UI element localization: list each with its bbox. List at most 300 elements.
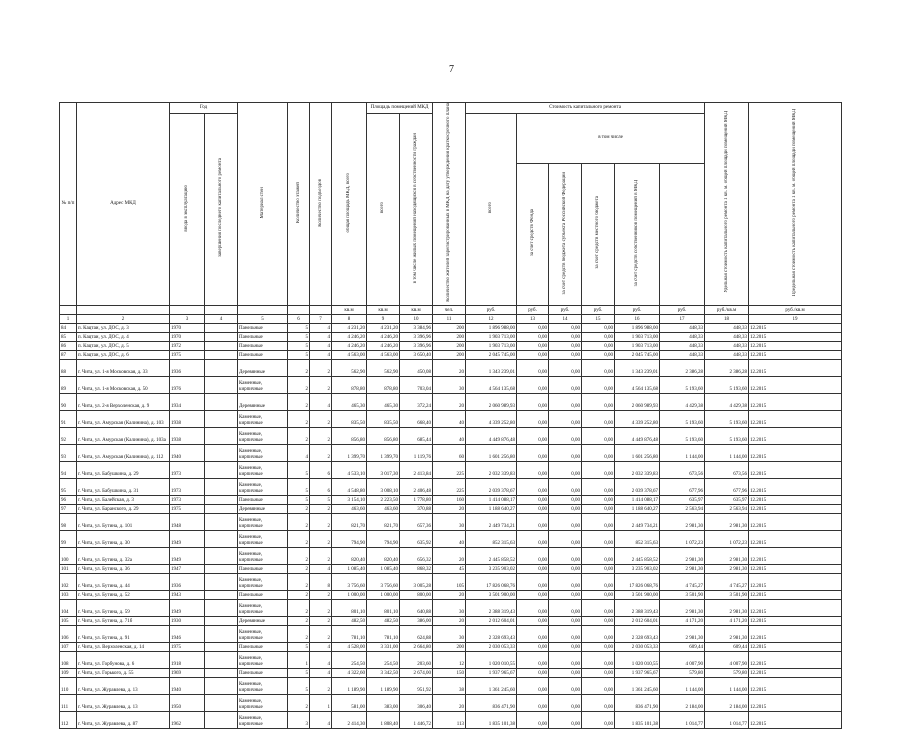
cell-entrances: 8 <box>310 573 332 590</box>
cell-total-area: 4 533,10 <box>332 461 367 478</box>
cell-address: г. Чита, ул. 1-я Московская, д. 50 <box>77 376 170 393</box>
cell-specific-cost: 2 981,30 <box>660 625 705 642</box>
cell-cost-fund: 0,00 <box>517 461 549 478</box>
cell-total-area: 4 246,20 <box>332 332 367 341</box>
cell-wall-material: Деревянные <box>238 504 288 513</box>
col-cost-owners-header: за счет средств собственников помещений в МКД <box>615 163 660 305</box>
cell-cost-total: 2 328 693,43 <box>466 625 517 642</box>
cell-premises-area: 856,80 <box>367 427 400 444</box>
cell-year-last-repair <box>205 461 238 478</box>
cell-cost-fund: 0,00 <box>517 677 549 694</box>
cell-year-last-repair <box>205 564 238 573</box>
cell-cost-owners: 1 343 239,01 <box>615 359 660 376</box>
cell-year-last-repair <box>205 599 238 616</box>
cell-floors: 2 <box>288 573 310 590</box>
cell-row-number: 91 <box>60 410 77 427</box>
cell-completion-date: 12.2015 <box>749 590 842 599</box>
cell-year-last-repair <box>205 573 238 590</box>
cell-cost-total: 2 449 734,21 <box>466 513 517 530</box>
cell-year-commission: 1936 <box>170 359 205 376</box>
cell-residents: 225 <box>433 478 466 495</box>
cell-completion-date: 12.2015 <box>749 677 842 694</box>
cell-entrances: 4 <box>310 332 332 341</box>
capital-repair-table <box>59 102 842 729</box>
cell-cost-subject: 0,00 <box>549 376 582 393</box>
cell-cost-total: 4 449 876,48 <box>466 427 517 444</box>
cell-cost-fund: 0,00 <box>517 547 549 564</box>
cell-year-commission: 1949 <box>170 530 205 547</box>
col-cost-header: Стоимость капитального ремонта <box>466 103 705 114</box>
cell-residential-area: 370,88 <box>400 504 433 513</box>
cell-floors: 2 <box>288 359 310 376</box>
cell-total-area: 4 246,20 <box>332 341 367 350</box>
cell-residents: 40 <box>433 427 466 444</box>
cell-limit-cost: 1 072,23 <box>705 530 749 547</box>
cell-cost-total: 1 937 965,67 <box>466 668 517 677</box>
cell-limit-cost: 3 501,90 <box>705 590 749 599</box>
cell-address: г. Чита, ул. Верхоленская, д. 14 <box>77 642 170 651</box>
cell-cost-total: 2 012 604,01 <box>466 616 517 625</box>
cell-entrances: 2 <box>310 410 332 427</box>
cell-floors: 2 <box>288 427 310 444</box>
cell-cost-subject: 0,00 <box>549 350 582 359</box>
cell-cost-local: 0,00 <box>582 677 615 694</box>
cell-completion-date: 12.2015 <box>749 495 842 504</box>
cell-address: г. Чита, ул. Балейская, д. 3 <box>77 495 170 504</box>
col-n-header: № п/п <box>60 103 77 306</box>
cell-year-commission: 1936 <box>170 573 205 590</box>
cell-completion-date: 12.2015 <box>749 359 842 376</box>
cell-wall-material: Панельные <box>238 564 288 573</box>
table-row <box>60 478 842 495</box>
table-row <box>60 410 842 427</box>
cell-year-commission: 1948 <box>170 513 205 530</box>
cell-entrances: 4 <box>310 642 332 651</box>
cell-address: г. Чита, ул. Бутина, д. 59 <box>77 599 170 616</box>
cell-address: г. Чита, ул. Амурская (Калинина), д. 112 <box>77 444 170 461</box>
cell-limit-cost: 579,80 <box>705 668 749 677</box>
cell-cost-local: 0,00 <box>582 668 615 677</box>
cell-completion-date: 12.2015 <box>749 323 842 332</box>
cell-limit-cost: 2 981,30 <box>705 564 749 573</box>
cell-wall-material: Панельные <box>238 341 288 350</box>
cell-year-commission: 1949 <box>170 599 205 616</box>
cell-cost-local: 0,00 <box>582 410 615 427</box>
cell-cost-local: 0,00 <box>582 711 615 728</box>
cell-floors: 2 <box>288 599 310 616</box>
cell-specific-cost: 2 563,94 <box>660 504 705 513</box>
cell-wall-material: Деревянные <box>238 393 288 410</box>
cell-floors: 5 <box>288 341 310 350</box>
col-residents-header: Количество жителей зарегистрированных в МКД на дату утверждения краткосрочного плана <box>433 103 466 306</box>
cell-residents: 40 <box>433 530 466 547</box>
cell-year-commission: 1940 <box>170 444 205 461</box>
cell-row-number: 90 <box>60 393 77 410</box>
cell-premises-area: 1 808,40 <box>367 711 400 728</box>
cell-address: г. Чита, ул. Бабушкина, д. 29 <box>77 461 170 478</box>
cell-year-last-repair <box>205 513 238 530</box>
col-area-res-header: в том числе жилых помещений находящихся в собственности граждан <box>400 114 433 306</box>
cell-limit-cost: 4 007,90 <box>705 651 749 668</box>
cell-cost-total: 17 826 068,76 <box>466 573 517 590</box>
cell-cost-owners: 3 501 900,00 <box>615 590 660 599</box>
cell-cost-subject: 0,00 <box>549 651 582 668</box>
cell-specific-cost: 4 171,20 <box>660 616 705 625</box>
cell-completion-date: 12.2015 <box>749 547 842 564</box>
cell-cost-subject: 0,00 <box>549 530 582 547</box>
cell-cost-subject: 0,00 <box>549 504 582 513</box>
cell-total-area: 4 563,00 <box>332 350 367 359</box>
cell-entrances: 2 <box>310 590 332 599</box>
cell-premises-area: 463,60 <box>367 504 400 513</box>
cell-completion-date: 12.2015 <box>749 427 842 444</box>
cell-row-number: 106 <box>60 625 77 642</box>
cell-cost-local: 0,00 <box>582 513 615 530</box>
cell-address: г. Чита, ул. Журавлева, д. 13 <box>77 694 170 711</box>
cell-row-number: 103 <box>60 590 77 599</box>
cell-cost-fund: 0,00 <box>517 323 549 332</box>
cell-address: г. Чита, ул. Журавлева, д. 13 <box>77 677 170 694</box>
cell-specific-cost: 2 981,30 <box>660 564 705 573</box>
cell-cost-owners: 2 445 858,52 <box>615 547 660 564</box>
cell-address: г. Чита, ул. 1-я Московская, д. 33 <box>77 359 170 376</box>
cell-row-number: 98 <box>60 513 77 530</box>
cell-cost-total: 3 501 900,00 <box>466 590 517 599</box>
cell-residents: 105 <box>433 573 466 590</box>
table-row <box>60 359 842 376</box>
cell-total-area: 3 154,10 <box>332 495 367 504</box>
cell-residents: 20 <box>433 393 466 410</box>
cell-residents: 30 <box>433 625 466 642</box>
cell-year-last-repair <box>205 530 238 547</box>
cell-cost-local: 0,00 <box>582 359 615 376</box>
cell-total-area: 482,50 <box>332 616 367 625</box>
table-row <box>60 599 842 616</box>
cell-address: г. Чита, ул. Горбунова, д. 6 <box>77 651 170 668</box>
cell-total-area: 794,90 <box>332 530 367 547</box>
cell-cost-fund: 0,00 <box>517 590 549 599</box>
cell-limit-cost: 2 563,94 <box>705 504 749 513</box>
cell-cost-local: 0,00 <box>582 573 615 590</box>
header-row-1 <box>60 103 842 114</box>
cell-floors: 5 <box>288 668 310 677</box>
cell-specific-cost: 609,44 <box>660 642 705 651</box>
cell-wall-material: Деревянные <box>238 616 288 625</box>
cell-cost-owners: 2 328 693,43 <box>615 625 660 642</box>
cell-premises-area: 562,90 <box>367 359 400 376</box>
cell-cost-local: 0,00 <box>582 694 615 711</box>
cell-cost-total: 852 315,63 <box>466 530 517 547</box>
cell-cost-local: 0,00 <box>582 616 615 625</box>
cell-wall-material: Панельные <box>238 323 288 332</box>
cell-cost-local: 0,00 <box>582 495 615 504</box>
cell-limit-cost: 673,56 <box>705 461 749 478</box>
cell-wall-material: Каменные, кирпичные <box>238 694 288 711</box>
cell-completion-date: 12.2015 <box>749 341 842 350</box>
cell-premises-area: 1 000,00 <box>367 590 400 599</box>
cell-cost-total: 1 903 713,00 <box>466 332 517 341</box>
cell-entrances: 2 <box>310 616 332 625</box>
cell-cost-subject: 0,00 <box>549 668 582 677</box>
cell-cost-fund: 0,00 <box>517 495 549 504</box>
cell-residents: 30 <box>433 599 466 616</box>
cell-cost-fund: 0,00 <box>517 504 549 513</box>
cell-residential-area: 3 005,28 <box>400 573 433 590</box>
cell-premises-area: 3 331,00 <box>367 642 400 651</box>
cell-premises-area: 835,50 <box>367 410 400 427</box>
cell-premises-area: 821,70 <box>367 513 400 530</box>
cell-cost-fund: 0,00 <box>517 668 549 677</box>
cell-cost-local: 0,00 <box>582 599 615 616</box>
cell-cost-fund: 0,00 <box>517 376 549 393</box>
cell-limit-cost: 5 193,60 <box>705 427 749 444</box>
cell-residential-area: 372,24 <box>400 393 433 410</box>
cell-cost-local: 0,00 <box>582 642 615 651</box>
cell-entrances: 4 <box>310 341 332 350</box>
cell-year-last-repair <box>205 616 238 625</box>
cell-cost-owners: 4 449 876,48 <box>615 427 660 444</box>
cell-cost-fund: 0,00 <box>517 642 549 651</box>
cell-cost-total: 836 471,90 <box>466 694 517 711</box>
cell-year-commission: 1947 <box>170 564 205 573</box>
cell-year-last-repair <box>205 427 238 444</box>
cell-specific-cost: 1 072,23 <box>660 530 705 547</box>
cell-residential-area: 800,00 <box>400 590 433 599</box>
cell-cost-fund: 0,00 <box>517 564 549 573</box>
cell-wall-material: Каменные, кирпичные <box>238 677 288 694</box>
cell-cost-subject: 0,00 <box>549 495 582 504</box>
cell-cost-local: 0,00 <box>582 478 615 495</box>
cell-limit-cost: 4 745,27 <box>705 573 749 590</box>
cell-total-area: 4 231,20 <box>332 323 367 332</box>
cell-residential-area: 1 119,76 <box>400 444 433 461</box>
cell-address: г. Чита, ул. 2-я Верхоленская, д. 9 <box>77 393 170 410</box>
cell-specific-cost: 4 429,38 <box>660 393 705 410</box>
cell-entrances: 2 <box>310 513 332 530</box>
cell-cost-subject: 0,00 <box>549 444 582 461</box>
cell-entrances: 2 <box>310 547 332 564</box>
cell-cost-subject: 0,00 <box>549 461 582 478</box>
cell-cost-local: 0,00 <box>582 341 615 350</box>
cell-premises-area: 4 246,20 <box>367 341 400 350</box>
cell-year-commission: 1976 <box>170 376 205 393</box>
cell-row-number: 89 <box>60 376 77 393</box>
cell-row-number: 110 <box>60 677 77 694</box>
cell-cost-local: 0,00 <box>582 530 615 547</box>
cell-total-area: 463,60 <box>332 504 367 513</box>
column-numbers-row: 1 2 3 4 5 6 7 8 9 10 11 12 13 14 15 16 17 18 19 <box>60 314 842 323</box>
cell-residents: 20 <box>433 504 466 513</box>
cell-total-area: 1 189,90 <box>332 677 367 694</box>
cell-year-last-repair <box>205 590 238 599</box>
cell-entrances: 6 <box>310 478 332 495</box>
col-entrances-header: Количество подъездов <box>310 103 332 306</box>
table-row <box>60 504 842 513</box>
cell-specific-cost: 2 981,30 <box>660 547 705 564</box>
cell-address: г. Чита, ул. Бутина, д. 101 <box>77 513 170 530</box>
cell-entrances: 2 <box>310 444 332 461</box>
cell-year-last-repair <box>205 376 238 393</box>
cell-limit-cost: 1 144,00 <box>705 444 749 461</box>
table-row <box>60 668 842 677</box>
cell-year-commission: 1970 <box>170 323 205 332</box>
cell-total-area: 835,50 <box>332 410 367 427</box>
cell-year-last-repair <box>205 651 238 668</box>
cell-row-number: 109 <box>60 668 77 677</box>
cell-floors: 5 <box>288 323 310 332</box>
cell-residential-area: 2 664,80 <box>400 642 433 651</box>
col-floors-header: Количество этажей <box>288 103 310 306</box>
cell-cost-local: 0,00 <box>582 444 615 461</box>
cell-entrances: 2 <box>310 376 332 393</box>
cell-residents: 20 <box>433 616 466 625</box>
table-row <box>60 651 842 668</box>
cell-residents: 12 <box>433 651 466 668</box>
cell-cost-fund: 0,00 <box>517 616 549 625</box>
cell-limit-cost: 448,33 <box>705 323 749 332</box>
col-cost-subject-header: за счет средств бюджета субъекта Российской Федерации <box>549 163 582 305</box>
cell-residential-area: 640,88 <box>400 599 433 616</box>
cell-total-area: 781,10 <box>332 625 367 642</box>
cell-completion-date: 12.2015 <box>749 332 842 341</box>
cell-year-last-repair <box>205 393 238 410</box>
cell-completion-date: 12.2015 <box>749 694 842 711</box>
cell-limit-cost: 677,96 <box>705 478 749 495</box>
cell-premises-area: 482,50 <box>367 616 400 625</box>
cell-cost-fund: 0,00 <box>517 513 549 530</box>
cell-cost-owners: 2 060 989,93 <box>615 393 660 410</box>
table-row <box>60 323 842 332</box>
cell-residents: 113 <box>433 711 466 728</box>
cell-cost-local: 0,00 <box>582 590 615 599</box>
table-row <box>60 564 842 573</box>
cell-residents: 200 <box>433 642 466 651</box>
cell-completion-date: 12.2015 <box>749 410 842 427</box>
cell-year-last-repair <box>205 694 238 711</box>
cell-entrances: 2 <box>310 504 332 513</box>
cell-row-number: 108 <box>60 651 77 668</box>
cell-premises-area: 3 017,30 <box>367 461 400 478</box>
cell-floors: 2 <box>288 530 310 547</box>
cell-address: г. Чита, ул. Бутина, д. 44 <box>77 573 170 590</box>
cell-residential-area: 703,04 <box>400 376 433 393</box>
cell-residents: 150 <box>433 668 466 677</box>
cell-cost-subject: 0,00 <box>549 359 582 376</box>
cell-floors: 5 <box>288 495 310 504</box>
cell-cost-total: 3 235 903,02 <box>466 564 517 573</box>
cell-cost-fund: 0,00 <box>517 599 549 616</box>
cell-entrances: 4 <box>310 711 332 728</box>
cell-limit-cost: 2 981,30 <box>705 599 749 616</box>
table-row <box>60 642 842 651</box>
cell-row-number: 96 <box>60 495 77 504</box>
col-cost-fund-header: за счет средств Фонда <box>517 163 549 305</box>
cell-year-commission: 1975 <box>170 504 205 513</box>
cell-cost-local: 0,00 <box>582 427 615 444</box>
cell-wall-material: Каменные, кирпичные <box>238 444 288 461</box>
cell-wall-material: Панельные <box>238 668 288 677</box>
cell-wall-material: Каменные, кирпичные <box>238 427 288 444</box>
cell-total-area: 4 528,00 <box>332 642 367 651</box>
col-incl-header: в том числе <box>517 114 705 164</box>
cell-year-commission: 1975 <box>170 642 205 651</box>
cell-residents: 60 <box>433 444 466 461</box>
cell-residential-area: 2 413,84 <box>400 461 433 478</box>
cell-completion-date: 12.2015 <box>749 651 842 668</box>
cell-specific-cost: 5 193,60 <box>660 427 705 444</box>
cell-entrances: 6 <box>310 461 332 478</box>
cell-residential-area: 635,92 <box>400 530 433 547</box>
cell-completion-date: 12.2015 <box>749 616 842 625</box>
cell-floors: 5 <box>288 350 310 359</box>
cell-premises-area: 878,80 <box>367 376 400 393</box>
cell-residential-area: 450,08 <box>400 359 433 376</box>
cell-residential-area: 951,92 <box>400 677 433 694</box>
cell-premises-area: 383,00 <box>367 694 400 711</box>
cell-cost-subject: 0,00 <box>549 513 582 530</box>
cell-year-last-repair <box>205 547 238 564</box>
cell-cost-fund: 0,00 <box>517 410 549 427</box>
cell-completion-date: 12.2015 <box>749 350 842 359</box>
cell-row-number: 93 <box>60 444 77 461</box>
cell-year-last-repair <box>205 677 238 694</box>
cell-year-last-repair <box>205 410 238 427</box>
col-year-last-repair-header: завершения последнего капитального ремонта <box>205 114 238 306</box>
cell-premises-area: 801,10 <box>367 599 400 616</box>
cell-address: п. Кацтаи, ул. ДОС, д. 5 <box>77 341 170 350</box>
cell-entrances: 1 <box>310 694 332 711</box>
cell-total-area: 562,90 <box>332 359 367 376</box>
cell-specific-cost: 2 184,00 <box>660 694 705 711</box>
table-row <box>60 616 842 625</box>
cell-cost-total: 1 414 088,17 <box>466 495 517 504</box>
cell-limit-cost: 2 386,28 <box>705 359 749 376</box>
cell-total-area: 856,80 <box>332 427 367 444</box>
cell-cost-subject: 0,00 <box>549 677 582 694</box>
cell-specific-cost: 1 014,77 <box>660 711 705 728</box>
cell-cost-subject: 0,00 <box>549 332 582 341</box>
cell-floors: 2 <box>288 590 310 599</box>
cell-entrances: 2 <box>310 359 332 376</box>
cell-total-area: 581,00 <box>332 694 367 711</box>
cell-specific-cost: 673,56 <box>660 461 705 478</box>
cell-cost-total: 1 361 245,60 <box>466 677 517 694</box>
cell-limit-cost: 5 193,60 <box>705 376 749 393</box>
cell-premises-area: 254,50 <box>367 651 400 668</box>
cell-residents: 38 <box>433 677 466 694</box>
cell-residential-area: 3 396,96 <box>400 332 433 341</box>
cell-total-area: 4 322,60 <box>332 668 367 677</box>
cell-year-last-repair <box>205 359 238 376</box>
cell-floors: 2 <box>288 513 310 530</box>
cell-limit-cost: 4 171,20 <box>705 616 749 625</box>
cell-address: г. Чита, ул. Амурская (Калинина), д. 103 <box>77 410 170 427</box>
cell-address: п. Кацтаи, ул. ДОС, д. 6 <box>77 350 170 359</box>
table-row <box>60 495 842 504</box>
cell-floors: 5 <box>288 332 310 341</box>
cell-limit-cost: 2 981,30 <box>705 547 749 564</box>
cell-entrances: 2 <box>310 625 332 642</box>
page-number: 7 <box>449 64 454 75</box>
cell-premises-area: 820,40 <box>367 547 400 564</box>
cell-residents: 200 <box>433 323 466 332</box>
cell-residents: 45 <box>433 564 466 573</box>
cell-floors: 2 <box>288 625 310 642</box>
cell-row-number: 88 <box>60 359 77 376</box>
cell-row-number: 97 <box>60 504 77 513</box>
cell-cost-total: 1 188 640,27 <box>466 504 517 513</box>
cell-row-number: 94 <box>60 461 77 478</box>
